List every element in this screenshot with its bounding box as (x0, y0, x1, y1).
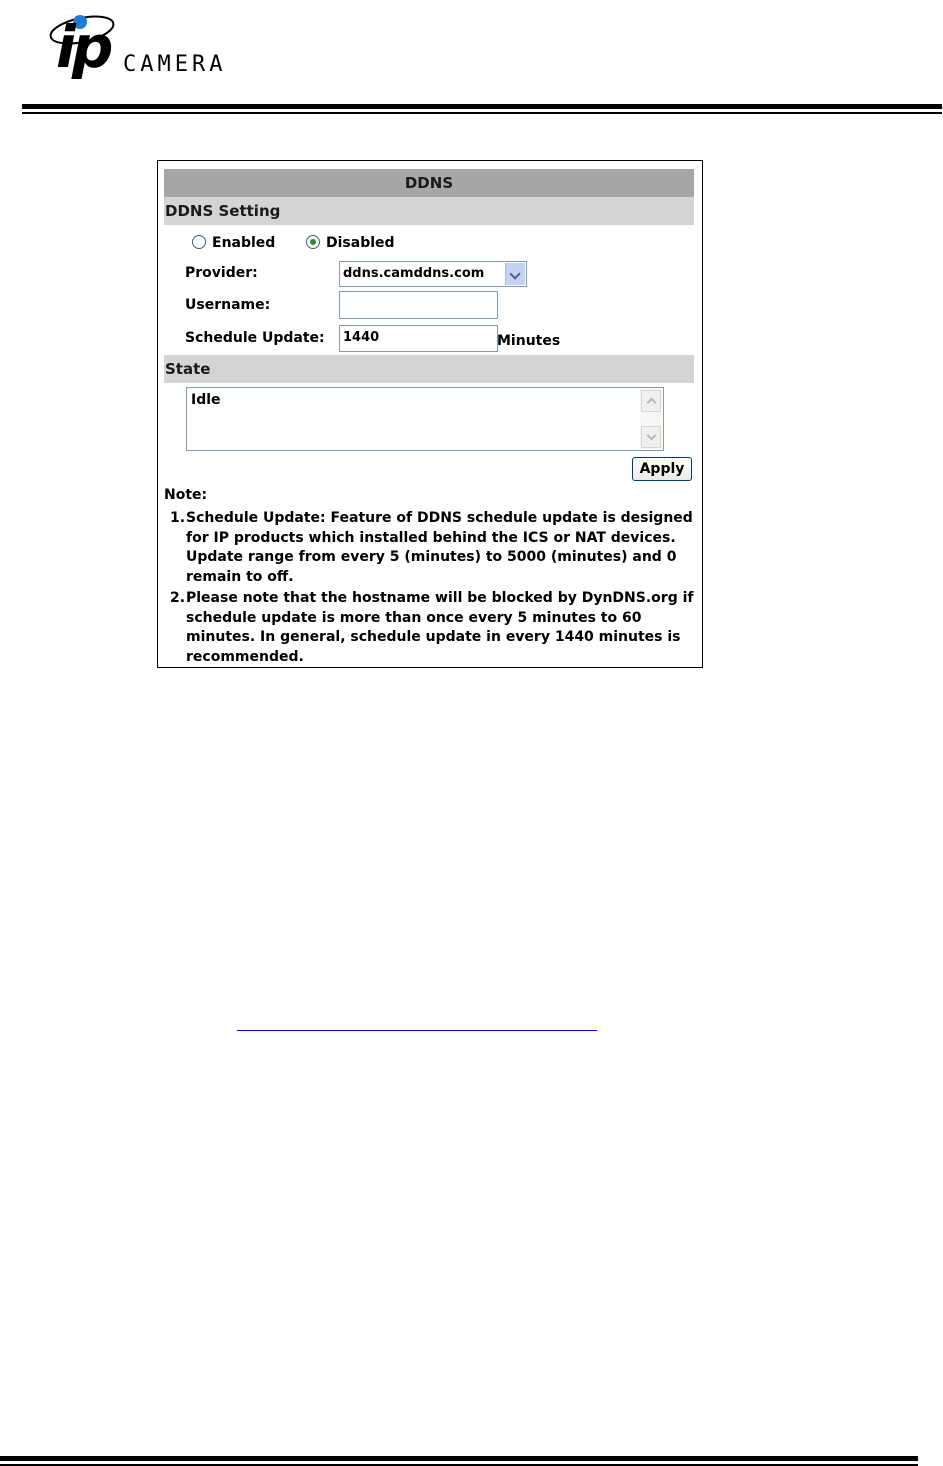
hyperlink-underline[interactable] (237, 1030, 597, 1031)
disabled-label[interactable]: Disabled (326, 235, 395, 251)
panel-title: DDNS (164, 169, 694, 197)
note-title: Note: (164, 487, 208, 503)
schedule-update-value: 1440 (343, 330, 380, 345)
note-number: 2. (170, 590, 186, 606)
note-item (166, 589, 696, 667)
username-label: Username: (185, 297, 271, 313)
scroll-down-icon[interactable] (641, 426, 661, 448)
logo-wordmark: CAMERA (123, 52, 227, 77)
enabled-label[interactable]: Enabled (212, 235, 276, 251)
ip-camera-logo (38, 4, 308, 94)
provider-select[interactable] (339, 261, 527, 287)
enabled-radio[interactable] (192, 235, 206, 249)
footer-rule-thick (0, 1456, 918, 1461)
state-value: Idle (191, 392, 221, 408)
note-list (166, 509, 696, 669)
section-state: State (164, 355, 694, 383)
provider-label: Provider: (185, 265, 258, 281)
header-rule-thick (22, 104, 942, 109)
note-item (166, 509, 696, 587)
chevron-down-icon[interactable] (505, 263, 525, 285)
logo-mark: ip (56, 13, 110, 81)
note-text: Schedule Update: Feature of DDNS schedule update is designed for IP products which installed behind the ICS or NAT devices. Update range from every 5 (minutes) to 5000 (minutes) and 0 remain to off. (186, 510, 693, 585)
ddns-panel (157, 160, 703, 668)
schedule-update-label: Schedule Update: (185, 330, 325, 346)
schedule-unit-label: Minutes (497, 333, 561, 349)
note-text: Please note that the hostname will be blocked by DynDNS.org if schedule update is more than once every 5 minutes to 60 minutes. In general, schedule update in every 1440 minutes is recommended. (186, 590, 694, 665)
username-input[interactable] (339, 291, 498, 319)
scroll-up-icon[interactable] (641, 390, 661, 412)
state-textarea[interactable] (186, 387, 664, 451)
note-number: 1. (170, 510, 186, 526)
section-ddns-setting: DDNS Setting (164, 197, 694, 225)
apply-button[interactable]: Apply (632, 457, 692, 481)
provider-value: ddns.camddns.com (343, 266, 485, 281)
schedule-update-input[interactable] (339, 325, 498, 352)
disabled-radio[interactable] (306, 235, 320, 249)
header-rule-thin (22, 112, 942, 114)
state-scrollbar[interactable] (640, 389, 662, 449)
